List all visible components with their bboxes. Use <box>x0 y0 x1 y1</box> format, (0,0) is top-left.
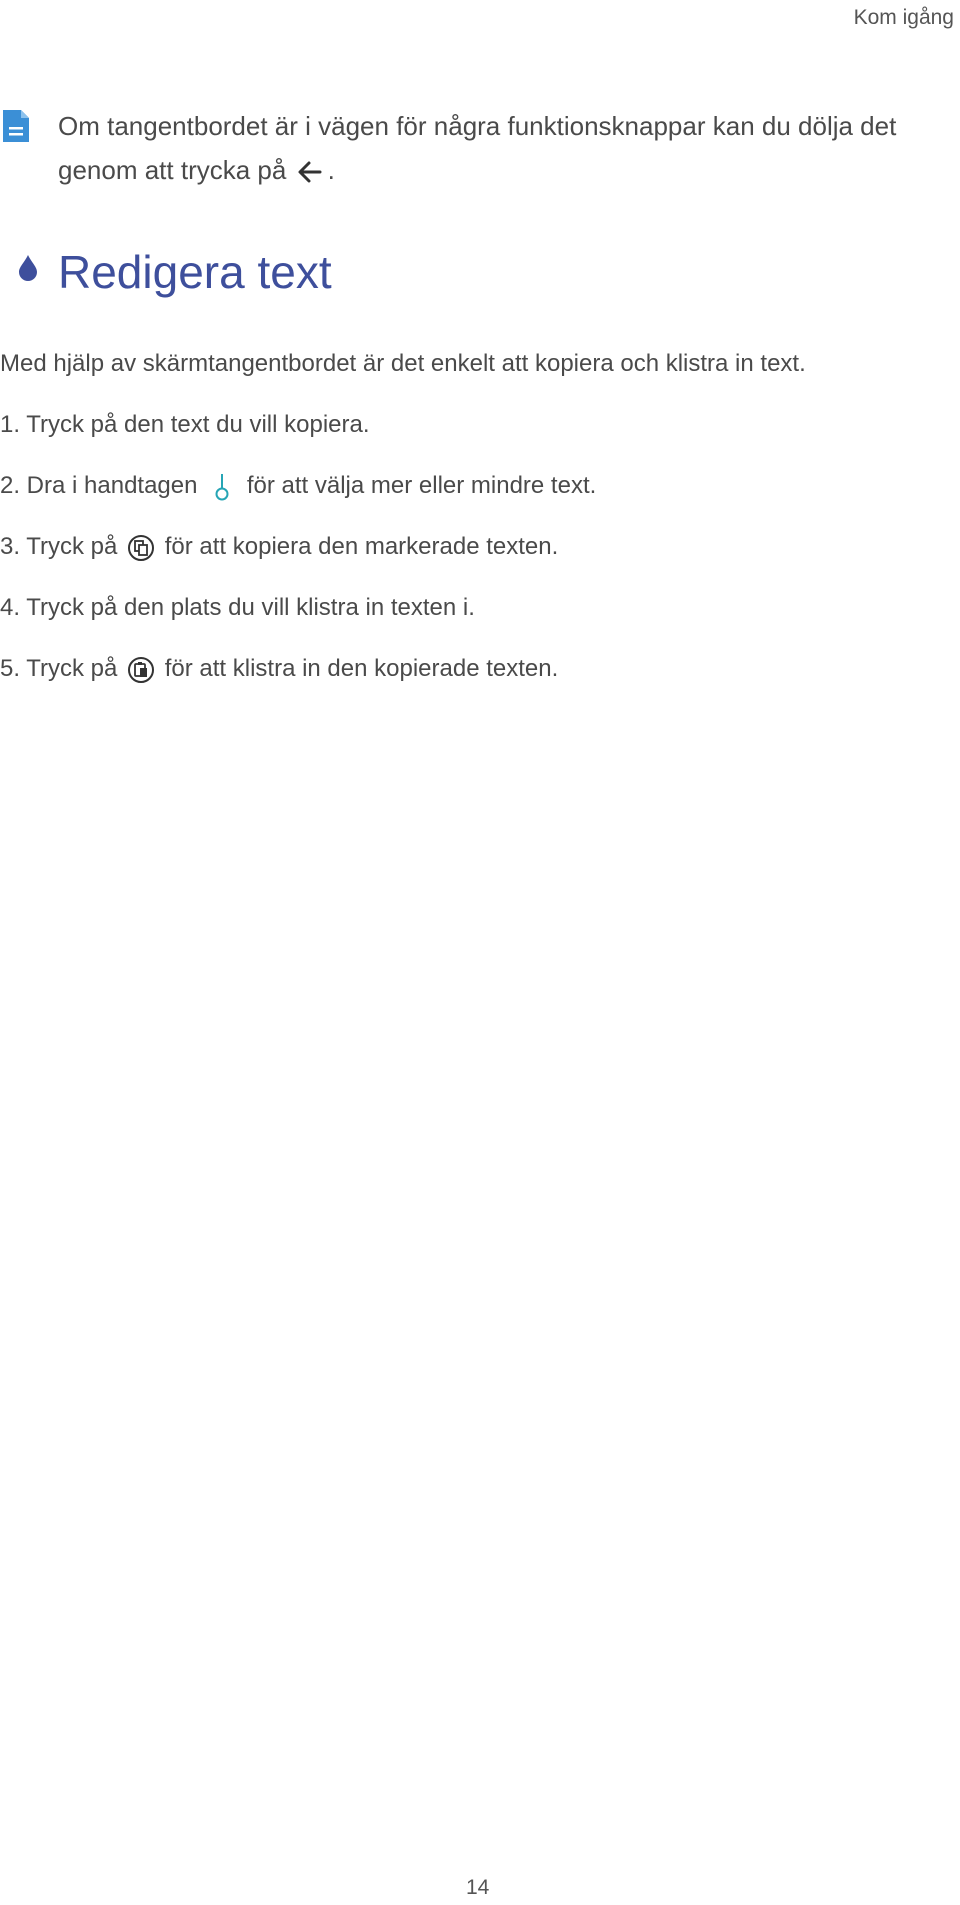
step-4-text: 4. Tryck på den plats du vill klistra in texten i. <box>0 594 475 621</box>
section-heading <box>0 244 960 304</box>
header-section-label: Kom igång <box>853 6 954 29</box>
step-3-text-after: för att kopiera den markerade texten. <box>164 533 559 560</box>
section-title: Redigera text <box>58 246 332 298</box>
step-4 <box>0 588 596 649</box>
page-number: 14 <box>466 1876 490 1899</box>
step-3 <box>0 527 596 588</box>
step-3-text-before: 3. Tryck på <box>0 533 118 560</box>
drop-icon <box>18 254 38 282</box>
section-intro: Med hjälp av skärmtangentbordet är det enkelt att kopiera och klistra in text. <box>0 350 806 377</box>
paste-icon <box>124 653 158 687</box>
step-2-text-before: 2. Dra i handtagen <box>0 472 198 499</box>
note-text-before: Om tangentbordet är i vägen för några funktionsknappar kan du dölja det genom att trycka på <box>58 111 897 185</box>
selection-handle-icon <box>204 470 240 504</box>
step-2 <box>0 466 596 527</box>
steps-list <box>0 405 596 710</box>
step-5-text-after: för att klistra in den kopierade texten. <box>164 655 559 682</box>
back-arrow-icon <box>294 157 328 187</box>
step-5-text-before: 5. Tryck på <box>0 655 118 682</box>
note-text-after: . <box>327 155 335 185</box>
note-text <box>58 104 948 192</box>
step-5 <box>0 649 596 710</box>
step-1 <box>0 405 596 466</box>
step-1-text: 1. Tryck på den text du vill kopiera. <box>0 411 370 438</box>
step-2-text-after: för att välja mer eller mindre text. <box>246 472 597 499</box>
document-note-icon <box>0 108 32 144</box>
copy-icon <box>124 531 158 565</box>
